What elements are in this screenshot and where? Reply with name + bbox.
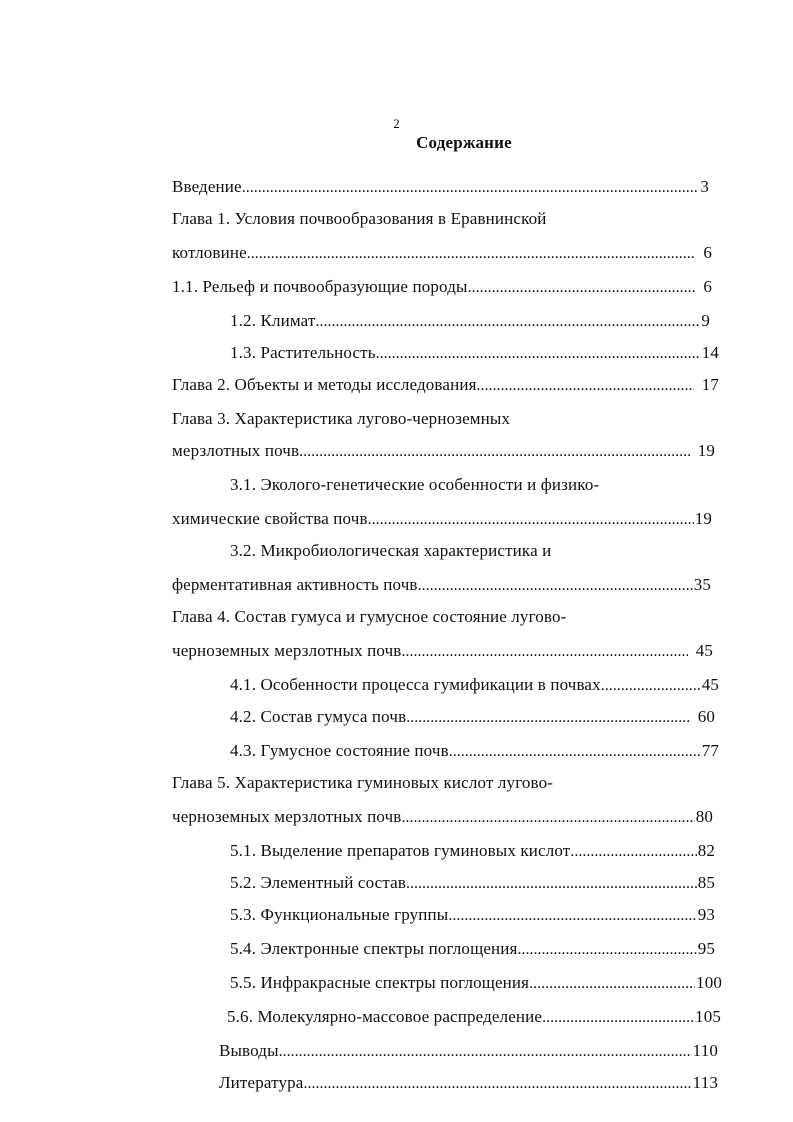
toc-entry-chapter4 <box>172 640 713 663</box>
toc-entry-text: 5.1. Выделение препаратов гуминовых кислот <box>230 841 571 860</box>
toc-leader-dots <box>542 1007 694 1029</box>
toc-leader-dots <box>401 807 694 829</box>
toc-entry-text: 5.5. Инфракрасные спектры поглощения <box>230 973 530 992</box>
toc-leader-dots <box>406 707 689 729</box>
toc-entry-literature <box>219 1072 718 1095</box>
toc-entry-text: 5.3. Функциональные группы <box>230 905 449 924</box>
toc-leader-dots <box>316 311 701 333</box>
toc-entry-section-4-2 <box>230 706 715 729</box>
toc-entry-text: 4.2. Состав гумуса почв <box>230 707 407 726</box>
toc-entry-section-1-3 <box>230 342 719 365</box>
toc-page-number: 35 <box>693 575 711 594</box>
toc-leader-dots <box>529 973 695 995</box>
toc-leader-dots <box>368 509 694 531</box>
toc-page-number: 3 <box>700 177 709 196</box>
toc-page-number: 77 <box>701 741 719 760</box>
toc-leader-dots <box>401 641 687 663</box>
toc-page-number: 82 <box>697 841 715 860</box>
toc-entry-section-3-2 <box>172 574 711 597</box>
toc-entry-section-5-6 <box>227 1006 721 1029</box>
toc-entry-section-5-2 <box>230 872 715 895</box>
toc-leader-dots <box>468 277 696 299</box>
toc-page-number: 45 <box>701 675 719 694</box>
toc-leader-dots <box>449 741 701 763</box>
toc-page-number: 100 <box>696 973 722 992</box>
toc-page-number: 85 <box>697 873 715 892</box>
toc-entry-text: 5.6. Молекулярно-массовое распределение <box>227 1007 543 1026</box>
toc-leader-dots <box>570 841 696 863</box>
toc-page-number: 110 <box>692 1041 718 1060</box>
toc-leader-dots <box>279 1041 692 1063</box>
toc-entry-text: 4.3. Гумусное состояние почв <box>230 741 449 760</box>
toc-entry-text: котловине <box>172 243 247 262</box>
toc-page-number: 17 <box>701 375 719 394</box>
toc-entry-chapter5 <box>172 806 713 829</box>
toc-leader-dots <box>418 575 693 597</box>
toc-page-number: 45 <box>695 641 713 660</box>
toc-leader-dots <box>242 177 700 199</box>
toc-entry-chapter3-line1: Глава 3. Характеристика лугово-черноземных <box>172 409 511 428</box>
toc-entry-text: 1.3. Растительность <box>230 343 376 362</box>
toc-page-number: 19 <box>694 509 712 528</box>
toc-entry-text: ферментативная активность почв <box>172 575 418 594</box>
toc-entry-section-5-3 <box>230 904 715 927</box>
toc-leader-dots <box>376 343 701 365</box>
toc-entry-text: 4.1. Особенности процесса гумификации в почвах <box>230 675 601 694</box>
toc-entry-chapter1-line1: Глава 1. Условия почвообразования в Еравнинской <box>172 209 547 228</box>
toc-entry-text: Введение <box>172 177 242 196</box>
toc-entry-section-1-1 <box>172 276 712 299</box>
toc-page-number: 14 <box>701 343 719 362</box>
toc-entry-text: 1.1. Рельеф и почвообразующие породы <box>172 277 468 296</box>
toc-leader-dots <box>518 939 697 961</box>
toc-entry-text: 5.2. Элементный состав <box>230 873 406 892</box>
toc-entry-section-3-1 <box>172 508 712 531</box>
toc-entry-section-3-2-line1: 3.2. Микробиологическая характеристика и <box>230 541 552 560</box>
toc-entry-chapter4-line1: Глава 4. Состав гумуса и гумусное состояние лугово- <box>172 607 567 626</box>
toc-entry-text: 5.4. Электронные спектры поглощения <box>230 939 518 958</box>
toc-leader-dots <box>601 675 701 697</box>
toc-page-number: 19 <box>697 441 715 460</box>
toc-entry-text: черноземных мерзлотных почв <box>172 807 402 826</box>
toc-entry-chapter2 <box>172 374 719 397</box>
toc-entry-section-4-1 <box>230 674 719 697</box>
toc-entry-chapter3 <box>172 440 715 463</box>
toc-entry-section-5-5 <box>230 972 722 995</box>
toc-entry-chapter1 <box>172 242 712 265</box>
toc-entry-text: Глава 2. Объекты и методы исследования <box>172 375 477 394</box>
toc-entry-section-1-2 <box>230 310 710 333</box>
toc-entry-section-4-3 <box>230 740 719 763</box>
toc-entry-text: химические свойства почв <box>172 509 368 528</box>
toc-entry-text: Литература <box>219 1073 304 1092</box>
toc-page-number: 60 <box>697 707 715 726</box>
page-title: Содержание <box>416 133 512 152</box>
toc-page-number: 9 <box>701 311 710 330</box>
toc-entry-text: Выводы <box>219 1041 279 1060</box>
toc-page-number: 6 <box>703 277 712 296</box>
toc-page-number: 6 <box>703 243 712 262</box>
toc-page-number: 113 <box>692 1073 718 1092</box>
toc-entry-intro <box>172 176 709 199</box>
toc-entry-text: 1.2. Климат <box>230 311 316 330</box>
toc-entry-chapter5-line1: Глава 5. Характеристика гуминовых кислот лугово- <box>172 773 554 792</box>
toc-page-number: 93 <box>697 905 715 924</box>
toc-entry-section-5-1 <box>230 840 715 863</box>
toc-entry-section-5-4 <box>230 938 715 961</box>
page-number: 2 <box>393 116 400 131</box>
toc-leader-dots <box>448 905 696 927</box>
toc-leader-dots <box>247 243 696 265</box>
toc-entry-section-3-1-line1: 3.1. Эколого-генетические особенности и физико- <box>230 475 600 494</box>
toc-entry-text: мерзлотных почв <box>172 441 300 460</box>
toc-entry-text: черноземных мерзлотных почв <box>172 641 402 660</box>
toc-leader-dots <box>477 375 694 397</box>
toc-entry-conclusions <box>219 1040 718 1063</box>
toc-leader-dots <box>299 441 690 463</box>
toc-leader-dots <box>406 873 697 895</box>
toc-page-number: 95 <box>697 939 715 958</box>
toc-leader-dots <box>303 1073 691 1095</box>
toc-page-number: 105 <box>695 1007 721 1026</box>
toc-page-number: 80 <box>695 807 713 826</box>
